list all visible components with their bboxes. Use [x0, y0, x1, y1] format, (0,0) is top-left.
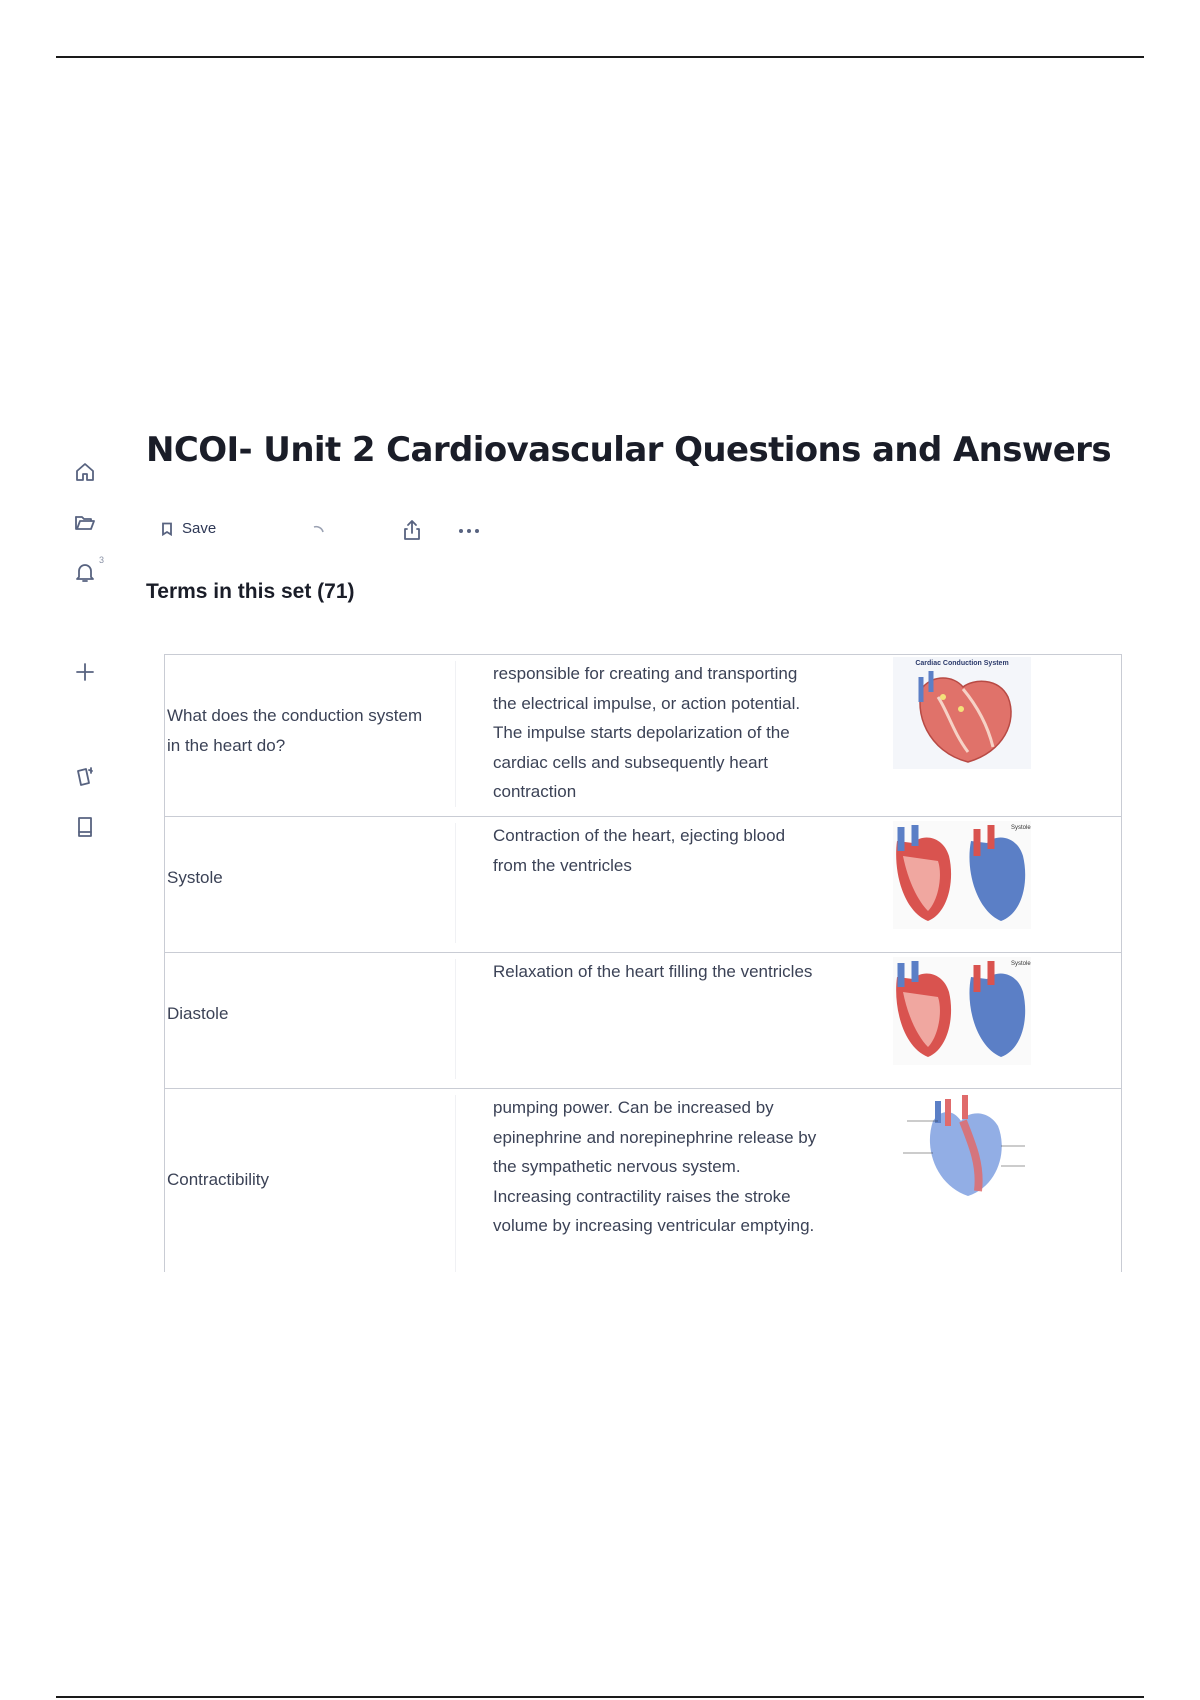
conduction-system-image — [893, 657, 1031, 769]
set-toolbar — [160, 514, 500, 554]
table-row[interactable] — [165, 952, 1121, 1089]
more-options-button[interactable] — [454, 518, 484, 544]
definition-text: responsible for creating and transporting the electrical impulse, or action potential. The impulse starts depolarization of the cardiac cells and subsequently heart contraction — [493, 664, 801, 801]
plus-icon[interactable] — [68, 655, 102, 689]
table-row[interactable] — [165, 654, 1121, 817]
cards-icon[interactable] — [68, 760, 102, 794]
term-text: Diastole — [167, 1004, 229, 1023]
save-button[interactable] — [160, 520, 216, 537]
top-rule — [56, 56, 1144, 58]
bottom-rule — [56, 1696, 1144, 1698]
image-caption: Systole — [1011, 961, 1031, 967]
table-row[interactable] — [165, 816, 1121, 953]
column-divider — [455, 661, 456, 807]
terms-table — [164, 654, 1122, 1272]
save-label: Save — [182, 520, 217, 537]
term-text: What does the conduction system in the heart do? — [167, 706, 423, 755]
share-button[interactable] — [400, 518, 426, 544]
notification-count: 3 — [98, 555, 104, 565]
definition-text: pumping power. Can be increased by epinephrine and norepinephrine release by the sympathetic nervous system. Increasing contractility raises the stroke volume by increasing ventricular emptying. — [493, 1098, 817, 1235]
column-divider — [455, 823, 456, 943]
share-icon — [400, 518, 424, 542]
column-divider — [455, 1095, 456, 1272]
term-text: Contractibility — [167, 1170, 270, 1189]
image-caption: Cardiac Conduction System — [915, 660, 1009, 667]
folder-icon[interactable] — [68, 505, 102, 539]
definition-text: Contraction of the heart, ejecting blood from the ventricles — [493, 826, 786, 875]
terms-heading: Terms in this set (71) — [146, 580, 355, 603]
loading-spinner-icon — [310, 524, 326, 540]
image-caption: Systole — [1011, 825, 1031, 831]
systole-diagram-image — [893, 821, 1031, 929]
diastole-diagram-image — [893, 957, 1031, 1065]
bookmark-icon — [160, 522, 174, 536]
term-text: Systole — [167, 868, 223, 887]
home-icon[interactable] — [68, 455, 102, 489]
table-row[interactable] — [165, 1088, 1121, 1272]
book-icon[interactable] — [68, 810, 102, 844]
definition-text: Relaxation of the heart filling the ventricles — [493, 962, 813, 981]
bell-icon[interactable] — [68, 555, 102, 589]
page-title: NCOI- Unit 2 Cardiovascular Questions and Answers — [146, 430, 1111, 470]
column-divider — [455, 959, 456, 1079]
contractility-diagram-image — [893, 1091, 1031, 1203]
